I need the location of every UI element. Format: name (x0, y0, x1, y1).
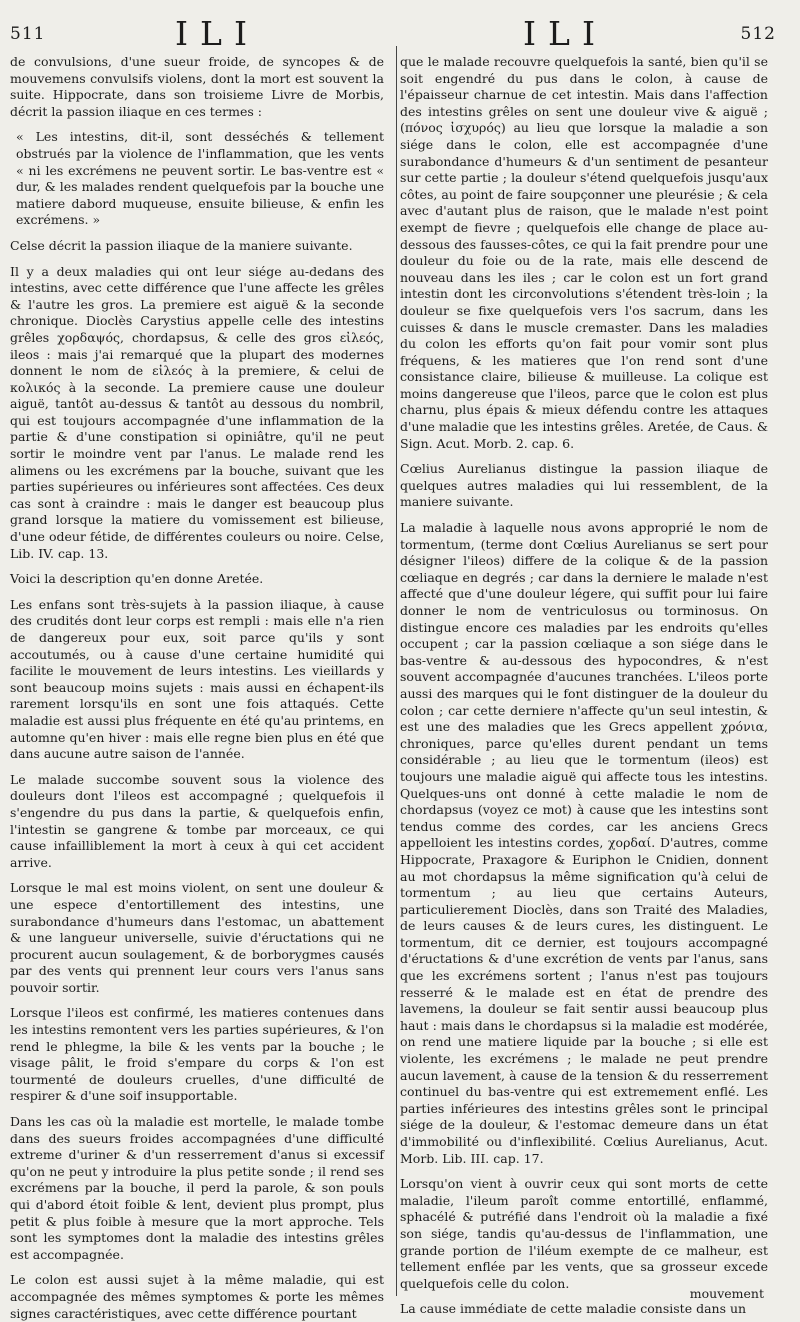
paragraph: La cause immédiate de cette maladie consiste dans un (400, 1301, 747, 1317)
paragraph: Cœlius Aurelianus distingue la passion iliaque de quelques autres maladies qui lui ressemblent, de la maniere suivante. (400, 461, 768, 510)
paragraph: La maladie à laquelle nous avons approprié le nom de tormentum, (terme dont Cœlius Aurelianus se sert pour désigner l'ileos) differe de la colique & de la passion cœliaque en degrés ; car dans la derniere le malade n'est affecté que d'une douleur légere, qui suffit pour lui faire donner le nom de ventriculosus ou torminosus. On distingue encore ces maladies par les endroits qu'elles occupent ; car la passion cœliaque a son siége dans le bas-ventre & au-dessous des hypocondres, & n'est souvent accompagnée d'aucunes tranchées. L'ileos porte aussi des marques qui le font distinguer de la douleur du colon ; car cette derniere n'affecte qu'un seul intestin, & est une des maladies que les Grecs appellent χρόνια, chroniques, parce qu'elles durent pendant un tems considérable ; au lieu que le tormentum (ileos) est toujours une maladie aiguë qui affecte tous les intestins. Quelques-uns ont donné à cette maladie le nom de chordapsus (voyez ce mot) à cause que les intestins sont tendus comme des cordes, car les anciens Grecs appelloient les intestins cordes, χορδαί. D'autres, comme Hippocrate, Praxagore & Euriphon le Cnidien, donnent au mot chordapsus la même signification qu'à celui de tormentum ; au lieu que certains Auteurs, particulierement Dioclès, dans son Traité des Maladies, de leurs causes & de leurs cures, les distinguent. Le tormentum, dit ce dernier, est toujours accompagné d'éructations & d'une excrétion de vents par l'anus, sans que les excrémens sortent ; l'anus n'est pas toujours resserré & le malade est en état de prendre des lavemens, la douleur se fait sentir aussi beaucoup plus haut : mais dans le chordapsus si la maladie est modérée, on rend une matiere liquide par la bouche ; si elle est violente, les excrémens ; le malade ne peut prendre aucun lavement, à cause de la tension & du resserrement continuel du bas-ventre qui est extremement enflé. Les parties inférieures des intestins grêles sont le principal siége de la douleur, & l'estomac demeure dans un état d'immobilité ou d'inflexibilité. Cœlius Aurelianus, Acut. Morb. Lib. III. cap. 17. (400, 520, 768, 1166)
paragraph: Dans les cas où la maladie est mortelle, le malade tombe dans des sueurs froides accompagnées d'une difficulté extreme d'uriner & d'un resserrement d'anus si excessif qu'on ne peut y introduire la plus petite sonde ; il rend ses excrémens par la bouche, il perd la parole, & son pouls qui d'abord étoit foible & lent, devient plus prompt, plus petit & plus foible à mesure que la mort approche. Tels sont les symptomes dont la maladie des intestins grêles est accompagnée. (10, 1114, 384, 1262)
paragraph: Il y a deux maladies qui ont leur siége au-dedans des intestins, avec cette différence que l'une affecte les grêles & l'autre les gros. La premiere est aiguë & la seconde chronique. Dioclès Carystius appelle celle des intestins grêles χορδαψός, chordapsus, & celle des gros εἰλεός, ileos : mais j'ai remarqué que la plupart des modernes donnent le nom de εἰλεός à la premiere, & celui de κολικός à la seconde. La premiere cause une douleur aiguë, tantôt au-dessus & tantôt au dessous du nombril, qui est toujours accompagnée d'une inflammation de la partie & d'une constipation si opiniâtre, qu'il ne peut sortir le moindre vent par l'anus. Le malade rend les alimens ou les excrémens par la bouche, suivant que les parties supérieures ou inférieures sont affectées. Ces deux cas sont à craindre : mais le danger est beaucoup plus grand lorsque la matiere du vomissement est bilieuse, d'une odeur fétide, de différentes couleurs ou noire. Celse, Lib. IV. cap. 13. (10, 263, 384, 561)
page-number-left: 511 (10, 24, 46, 44)
left-column (10, 54, 384, 1321)
running-head-left: ILI (175, 14, 259, 53)
column-divider (396, 46, 397, 1296)
paragraph: Le colon est aussi sujet à la même maladie, qui est accompagnée des mêmes symptomes & porte les mêmes signes caractéristiques, avec cette différence pourtant (10, 1272, 384, 1321)
paragraph: Les enfans sont très-sujets à la passion iliaque, à cause des crudités dont leur corps est rempli : mais elle n'a rien de dangereux pour eux, soit parce qu'ils y sont accoutumés, ou à cause d'une certaine humidité qui facilite le mouvement de leurs intestins. Les vieillards y sont beaucoup moins sujets : mais aussi en échapent-ils rarement lorsqu'ils en sont une fois attaqués. Cette maladie est aussi plus fréquente en été qu'au printems, en automne qu'en hiver : mais elle regne bien plus en été que dans aucune autre saison de l'année. (10, 596, 384, 762)
paragraph: Lorsqu'on vient à ouvrir ceux qui sont morts de cette maladie, l'ileum paroît comme entortillé, enflammé, sphacélé & putréfié dans l'endroit où la maladie a fixé son siége, tandis qu'au-dessus de l'inflammation, une grande portion de l'iléum exempte de ce malheur, est tellement enflée par les vents, que sa grosseur excede quelquefois celle du colon. (400, 1176, 768, 1291)
paragraph: Lorsque le mal est moins violent, on sent une douleur & une espece d'entortillement des intestins, une surabondance d'humeurs dans l'estomac, un abattement & une langueur universelle, suivie d'éructations qui ne procurent aucun soulagement, & de borborygmes causés par des vents qui prennent leur cours vers l'anus sans pouvoir sortir. (10, 880, 384, 995)
paragraph: Celse décrit la passion iliaque de la maniere suivante. (10, 237, 353, 253)
paragraph: que le malade recouvre quelquefois la santé, bien qu'il se soit engendré du pus dans le colon, à cause de l'épaisseur charnue de cet intestin. Mais dans l'affection des intestins grêles on sent une douleur vive & aiguë ; (πόνος ἰσχυρός) au lieu que lorsque la maladie a son siége dans le colon, elle est accompagnée d'une surabondance d'humeurs & d'un sentiment de pesanteur sur cette partie ; la douleur s'étend quelquefois jusqu'aux côtes, au point de faire soupçonner une pleurésie ; & cela avec d'autant plus de raison, que le malade n'est point exempt de fievre ; quelquefois elle change de place au-dessous des fausses-côtes, ce qui la fait prendre pour une douleur du foie ou de la rate, mais elle descend de nouveau dans les iles ; car le colon est un fort grand intestin dont les circonvolutions s'étendent très-loin ; la douleur se fixe quelquefois vers l'os sacrum, dans les cuisses & dans le muscle cremaster. Dans les maladies du colon les efforts qu'on fait pour vomir sont plus fréquens, & les matieres que l'on rend sont d'une consistance claire, bilieuse & muilleuse. La colique est moins dangereuse que l'ileos, parce que le colon est plus charnu, plus épais & mieux défendu contre les attaques d'une maladie que les intestins grêles. Aretée, de Caus. & Sign. Acut. Morb. 2. cap. 6. (400, 54, 768, 451)
hippocrates-quote: « Les intestins, dit-il, sont desséchés & tellement obstrués par la violence de l'inflammation, que les vents « ni les excrémens ne peuvent sortir. Le bas-ventre est « dur, & les malades rendent quelquefois par la bouche une matiere dabord muqueuse, ensuite bilieuse, & enfin les excrémens. » (16, 129, 384, 228)
paragraph: de convulsions, d'une sueur froide, de syncopes & de mouvemens convulsifs violens, dont la mort est souvent la suite. Hippocrate, dans son troisieme Livre de Morbis, décrit la passion iliaque en ces termes : (10, 54, 384, 119)
paragraph: Voici la description qu'en donne Aretée. (10, 571, 264, 587)
paragraph: Lorsque l'ileos est confirmé, les matieres contenues dans les intestins remontent vers les parties supérieures, & l'on rend le phlegme, la bile & les vents par la bouche ; le visage pâlit, le froid s'empare du corps & l'on est tourmenté de douleurs cruelles, d'une difficulté de respirer & d'une soif insupportable. (10, 1005, 384, 1104)
page-header (0, 14, 800, 54)
catchword: mouvement (689, 1286, 764, 1301)
paragraph: Le malade succombe souvent sous la violence des douleurs dont l'ileos est accompagné ; quelquefois il s'engendre du pus dans la partie, & quelquefois enfin, l'intestin se gangrene & tombe par morceaux, ce qui cause infailliblement la mort à ceux à qui cet accident arrive. (10, 771, 384, 870)
page-number-right: 512 (740, 24, 776, 44)
running-head-right: ILI (523, 14, 607, 53)
